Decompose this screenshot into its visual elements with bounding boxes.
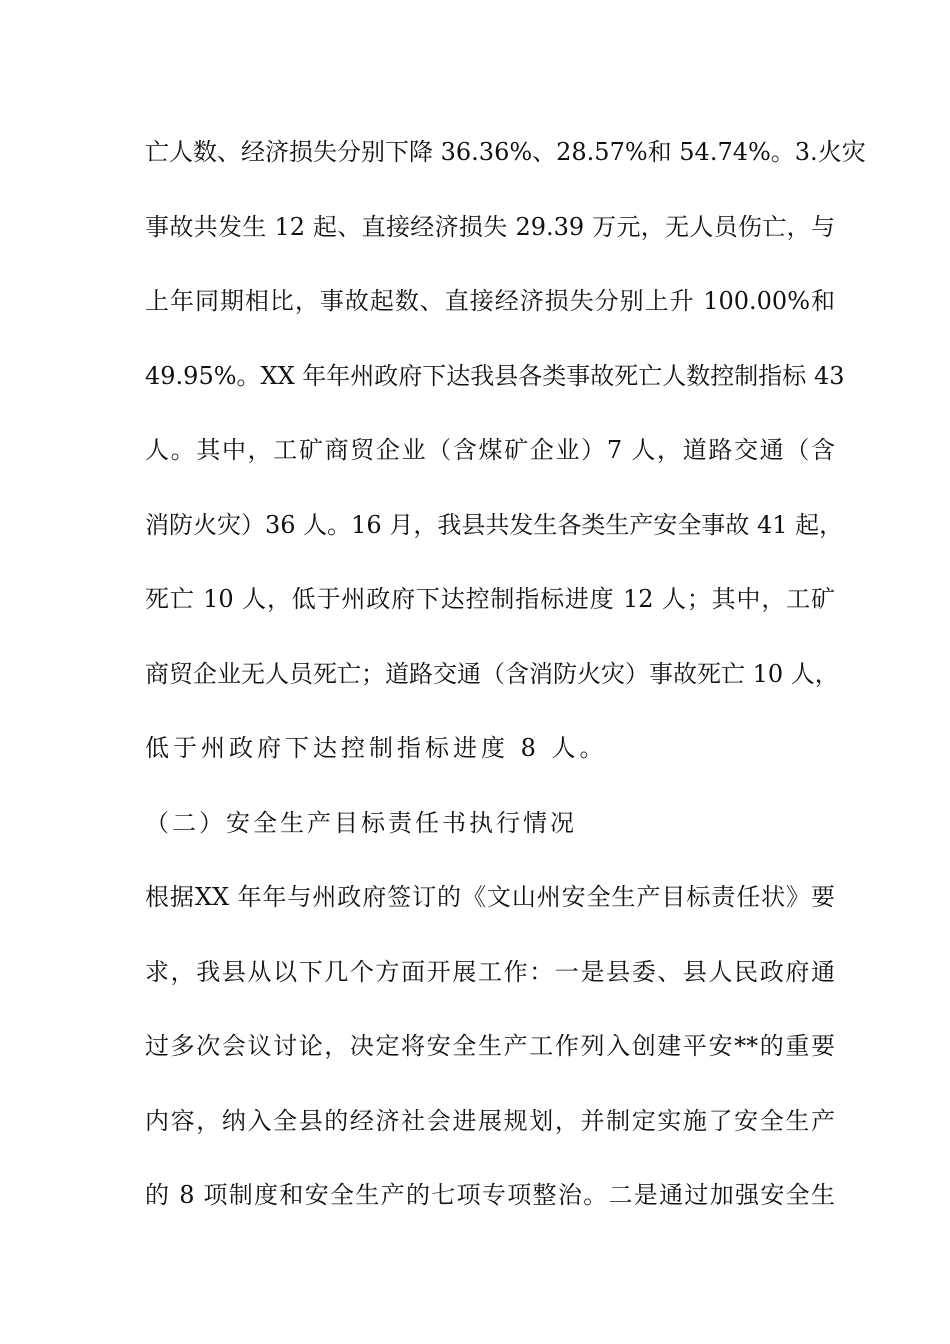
paragraph-2-line-3: 过多次会议讨论，决定将安全生产工作列入创建平安**的重要 [145, 1032, 835, 1060]
paragraph-1-line-4: 49.95%。XX 年年州政府下达我县各类事故死亡人数控制指标 43 [145, 362, 845, 390]
paragraph-1-line-5: 人。其中，工矿商贸企业（含煤矿企业）7 人，道路交通（含 [145, 436, 835, 464]
section-heading: （二）安全生产目标责任书执行情况 [145, 809, 577, 837]
paragraph-1-line-9: 低于州政府下达控制指标进度 8 人。 [145, 734, 608, 762]
paragraph-1-line-2: 事故共发生 12 起、直接经济损失 29.39 万元，无人员伤亡，与 [145, 213, 835, 241]
paragraph-2-line-2: 求，我县从以下几个方面开展工作：一是县委、县人民政府通 [145, 958, 835, 986]
paragraph-2-line-5: 的 8 项制度和安全生产的七项专项整治。二是通过加强安全生 [145, 1181, 835, 1209]
paragraph-2-line-1: 根据XX 年年与州政府签订的《文山州安全生产目标责任状》要 [145, 883, 835, 911]
paragraph-1-line-6: 消防火灾）36 人。16 月，我县共发生各类生产安全事故 41 起， [145, 511, 844, 539]
paragraph-1-line-3: 上年同期相比，事故起数、直接经济损失分别上升 100.00%和 [145, 287, 835, 315]
paragraph-1-line-1: 亡人数、经济损失分别下降 36.36%、28.57%和 54.74%。3.火灾 [145, 138, 866, 166]
paragraph-2-line-4: 内容，纳入全县的经济社会进展规划，并制定实施了安全生产 [145, 1107, 835, 1135]
paragraph-1-line-8: 商贸企业无人员死亡；道路交通（含消防火灾）事故死亡 10 人， [145, 660, 839, 688]
paragraph-1-line-7: 死亡 10 人，低于州政府下达控制指标进度 12 人；其中，工矿 [145, 585, 835, 613]
